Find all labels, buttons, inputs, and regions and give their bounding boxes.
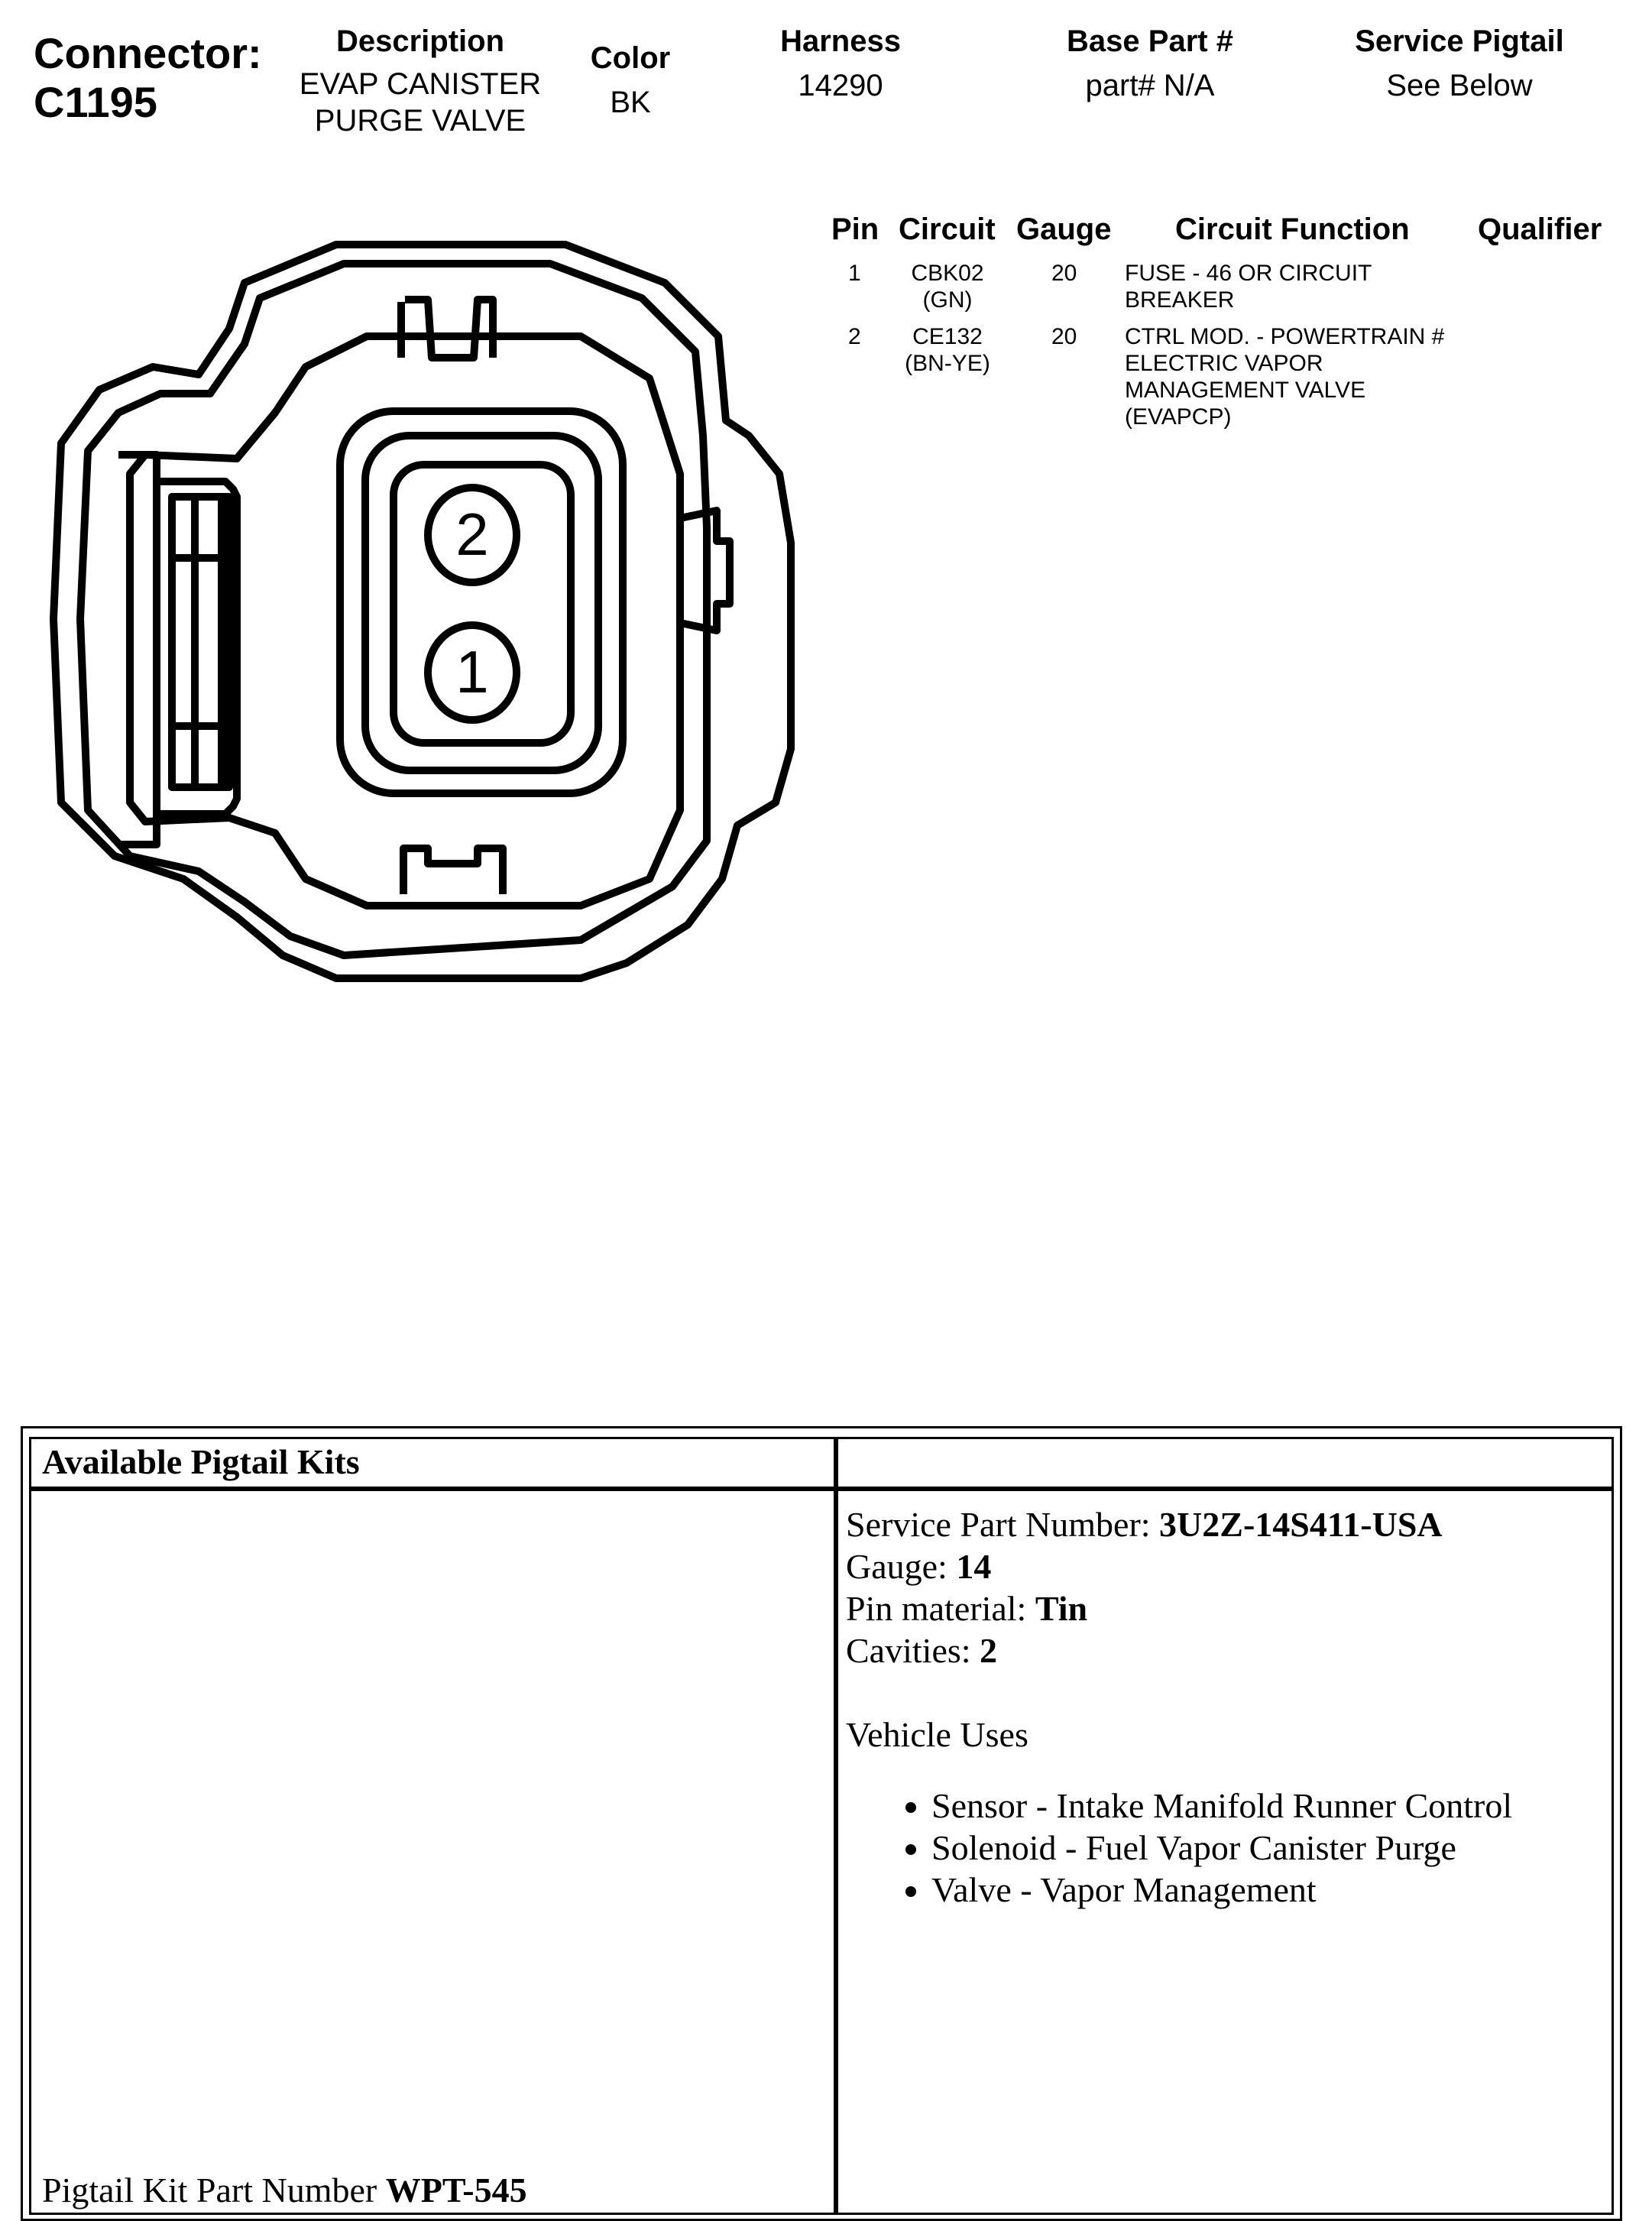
pin-material-value: Tin — [1035, 1589, 1088, 1628]
pigtail-kit-part-cell — [29, 1489, 836, 2215]
pigtail-title-empty-cell — [836, 1437, 1614, 1489]
row-1-circuit-id: CBK02 — [911, 261, 984, 286]
color-title: Color — [590, 41, 671, 75]
pigtail-title-cell — [29, 1437, 836, 1489]
service-pigtail-value: See Below — [1386, 69, 1533, 102]
service-pigtail-title: Service Pigtail — [1355, 24, 1564, 58]
cavities-line — [846, 1629, 1612, 1671]
harness-column — [734, 23, 947, 104]
pin-material-line — [846, 1587, 1612, 1629]
description-column — [275, 23, 565, 139]
vehicle-uses-list — [846, 1785, 1612, 1911]
color-value: BK — [610, 86, 651, 119]
base-part-column — [1024, 23, 1276, 104]
harness-value: 14290 — [798, 69, 883, 102]
cavities-label: Cavities: — [846, 1631, 980, 1670]
pin-material-label: Pin material: — [846, 1589, 1035, 1628]
kit-part-label: Pigtail Kit Part Number — [42, 2171, 386, 2210]
description-line-2: PURGE VALVE — [314, 104, 526, 138]
row-1-function-line: FUSE - 46 OR CIRCUIT — [1125, 261, 1372, 286]
row-2-function — [1125, 323, 1444, 430]
harness-title: Harness — [780, 24, 901, 58]
row-2-function-line: (EVAPCP) — [1125, 404, 1232, 430]
service-part-value: 3U2Z-14S411-USA — [1159, 1505, 1443, 1544]
pigtail-info-cell — [836, 1489, 1614, 2215]
row-2-function-line: CTRL MOD. - POWERTRAIN # — [1125, 324, 1445, 349]
pin-2-label: 2 — [455, 501, 489, 568]
base-part-value: part# N/A — [1085, 69, 1215, 102]
row-2-function-line: ELECTRIC VAPOR — [1125, 351, 1323, 376]
connector-label: Connector: — [34, 29, 262, 77]
row-2-circuit — [894, 323, 1001, 377]
service-part-number — [846, 1503, 1612, 1545]
row-2-pin: 2 — [848, 324, 861, 349]
row-1-circuit — [894, 260, 1001, 313]
cavities-value: 2 — [980, 1631, 998, 1670]
service-pigtail-column — [1322, 23, 1597, 104]
row-2-circuit-id: CE132 — [912, 324, 983, 349]
row-2-function-line: MANAGEMENT VALVE — [1125, 378, 1366, 403]
pin-header: Pin — [831, 212, 879, 246]
vehicle-use-item: • Solenoid - Fuel Vapor Canister Purge — [931, 1827, 1612, 1869]
circuit-header: Circuit — [899, 212, 996, 246]
vehicle-use-item: • Sensor - Intake Manifold Runner Control — [931, 1785, 1612, 1827]
row-1-function-line: BREAKER — [1125, 287, 1235, 313]
vehicle-use-item: • Valve - Vapor Management — [931, 1869, 1612, 1911]
service-part-label: Service Part Number: — [846, 1505, 1160, 1544]
row-1-pin: 1 — [848, 261, 861, 286]
pigtail-kit-part-number — [42, 2169, 527, 2211]
qualifier-header: Qualifier — [1478, 212, 1602, 246]
top-latch — [405, 300, 493, 358]
circuit-function-header: Circuit Function — [1175, 212, 1410, 246]
row-1-gauge: 20 — [1051, 261, 1077, 286]
connector-face-diagram — [46, 222, 795, 1001]
row-1-circuit-color: (GN) — [922, 287, 973, 313]
base-part-title: Base Part # — [1067, 24, 1233, 58]
color-column — [565, 40, 695, 121]
gauge-line — [846, 1545, 1612, 1587]
connector-id: C1195 — [34, 78, 157, 126]
row-2-circuit-color: (BN-YE) — [905, 351, 990, 376]
connector-heading — [34, 29, 262, 127]
description-line-1: EVAP CANISTER — [299, 67, 542, 101]
pigtail-kits-title: Available Pigtail Kits — [42, 1442, 360, 1481]
gauge-label: Gauge: — [846, 1547, 957, 1586]
gauge-value: 14 — [956, 1547, 992, 1586]
description-title: Description — [335, 24, 505, 58]
pin-1-label: 1 — [455, 638, 489, 705]
kit-part-value: WPT-545 — [385, 2171, 527, 2210]
bottom-latch — [403, 848, 503, 894]
left-lock-tab — [118, 455, 157, 845]
vehicle-uses-title: Vehicle Uses — [846, 1715, 1028, 1754]
row-1-function — [1125, 260, 1372, 313]
gauge-header: Gauge — [1016, 212, 1112, 246]
row-2-gauge: 20 — [1051, 324, 1077, 349]
